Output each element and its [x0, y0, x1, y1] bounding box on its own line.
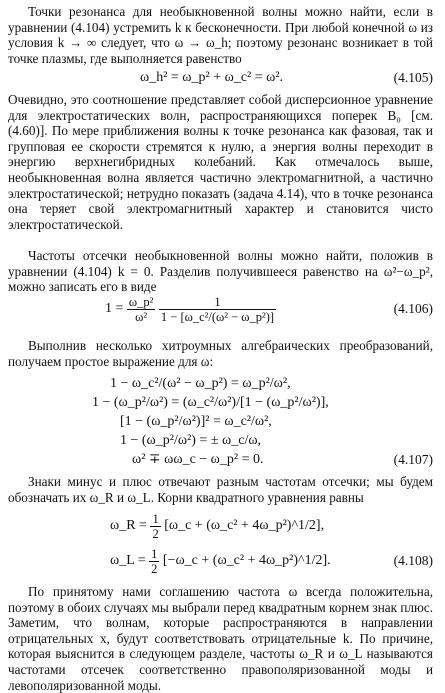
equation-number-4-105: (4.105): [393, 70, 433, 85]
eq107-line-4: 1 − (ω_p²/ω²) = ± ω_c/ω,: [120, 433, 262, 448]
equation-4-105: ω_h² = ω_p² + ω_c² = ω².: [140, 70, 284, 85]
paragraph-resonance: Точки резонанса для необыкновенной волны можно найти, если в уравнении (4.104) устремить k к бесконечности. При любой конечной ω из условия k → ∞ следует, что ω → ω_h; поэтому резонанс возникает в той точке плазмы, где выполняется равенство: [8, 4, 433, 66]
eq106-lhs: 1 =: [105, 301, 124, 316]
eq106-denominator-b: 1 − [ω_c²/(ω² − ω_p²)]: [160, 309, 275, 324]
eq108-l-half: [149, 547, 159, 576]
eq107-line-2: 1 − (ω_p²/ω²) = (ω_c²/ω²)/[1 − (ω_p²/ω²)],: [92, 395, 329, 410]
paragraph-convention: По принятому нами соглашению частота ω всегда положительна, поэтому в обоих случаях мы выбрали перед квадратным корнем знак плюс. Заметим, что волнам, которые распространяются в направлении отрицательных x, будут соответствовать отрицательные k. По причине, которая выяснится в следующем разделе, частоты ω_R и ω_L называются частотами отсечек соответственно правополяризованной моды и левополяризованной моды.: [8, 584, 433, 693]
eq106-fraction-a: [127, 295, 155, 324]
eq106-denominator-a: ω²: [135, 309, 148, 324]
eq107-line-1: 1 − ω_c²/(ω² − ω_p²) = ω_p²/ω²,: [110, 376, 291, 391]
eq108-r-half: [150, 512, 160, 541]
equation-omega-l: [110, 545, 331, 577]
eq106-numerator-b: 1: [159, 295, 276, 310]
equation-omega-r: [110, 510, 324, 542]
paragraph-cutoff: Частоты отсечки необыкновенной волны можно найти, положив в уравнении (4.104) k = 0. Разделив получившееся равенство на ω²−ω_p², можно записать его в виде: [8, 248, 433, 295]
eq107-line-3: [1 − (ω_p²/ω²)]² = ω_c²/ω²,: [120, 414, 272, 429]
equation-4-106: [105, 292, 276, 326]
eq108-r-half-den: 2: [152, 526, 159, 541]
eq108-l-half-den: 2: [151, 561, 158, 576]
eq106-numerator-a: ω_p²: [128, 294, 154, 309]
eq108-l-rhs: [−ω_c + (ω_c² + 4ω_p²)^1/2].: [162, 553, 331, 568]
paragraph-signs: Знаки минус и плюс отвечают разным частотам отсечки; мы будем обозначать их ω_R и ω_L. Корни квадратного уравнения равны: [8, 474, 433, 505]
eq108-r-rhs: [ω_c + (ω_c² + 4ω_p²)^1/2],: [164, 518, 325, 533]
equation-number-4-107: (4.107): [393, 452, 433, 467]
eq106-fraction-b: [159, 295, 276, 324]
eq108-l-lhs: ω_L =: [110, 553, 146, 568]
paragraph-electrostatic: Очевидно, это соотношение представляет собой дисперсионное уравнение для электростатических волн, распространяющихся поперек B₀ [см. (4.60)]. По мере приближения волны к точке резонанса как фазовая, так и групповая ее скорости стремятся к нулю, а энергия волны переходит в энергию верхнегибридных колебаний. Как отмечалось выше, необыкновенная волна является частично электромагнитной, а частично электростатической; нетрудно показать (задача 4.14), что в точке резонанса она теряет свой электромагнитный характер и становится чисто электростатической.: [8, 92, 433, 232]
eq107-line-5: ω² ∓ ωω_c − ω_p² = 0.: [132, 452, 264, 467]
equation-number-4-106: (4.106): [393, 301, 433, 316]
equation-number-4-108: (4.108): [393, 553, 433, 568]
eq108-l-half-num: 1: [151, 546, 158, 561]
eq108-r-half-num: 1: [152, 511, 159, 526]
paragraph-algebra: Выполнив несколько хитроумных алгебраических преобразований, получаем простое выражение для ω:: [8, 338, 433, 369]
eq108-r-lhs: ω_R =: [110, 518, 147, 533]
